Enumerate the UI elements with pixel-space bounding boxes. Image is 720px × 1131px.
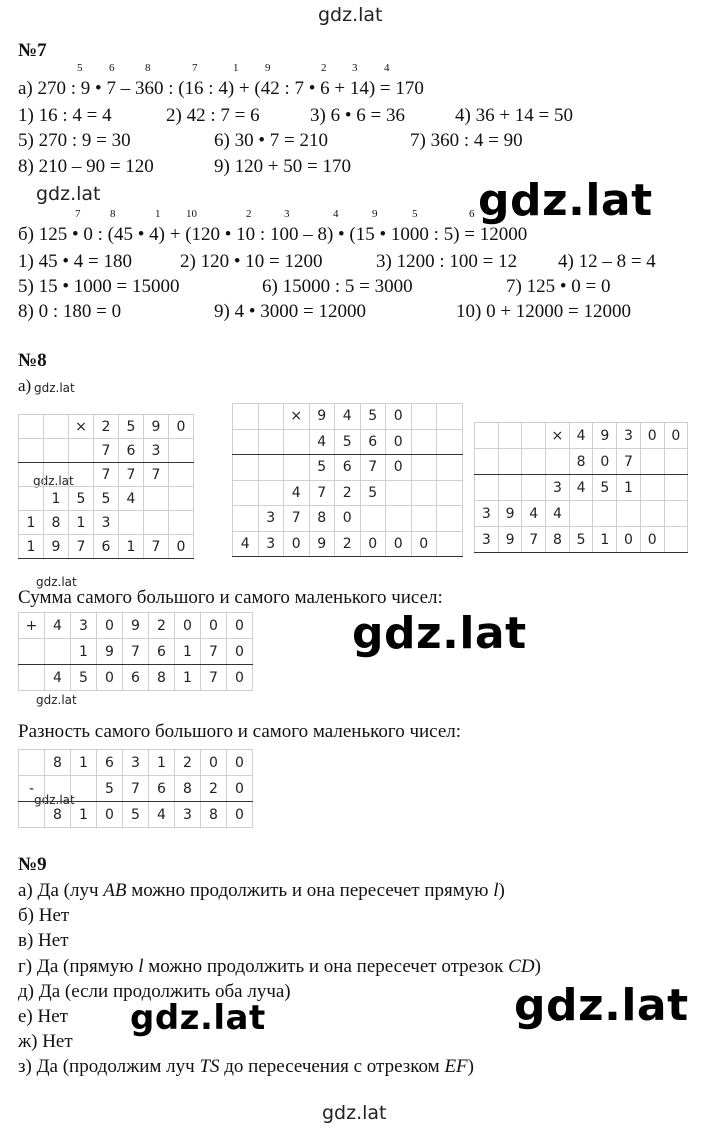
- grid-cell: 4: [309, 429, 335, 455]
- answer-text: можно продолжить и она пересечет прямую: [126, 880, 494, 901]
- grid-cell: [44, 463, 69, 487]
- grid-cell: [498, 475, 522, 501]
- sum-grid: [18, 612, 253, 691]
- grid-cell: 6: [360, 429, 386, 455]
- grid-cell: 7: [522, 527, 546, 553]
- grid-cell: 5: [335, 429, 361, 455]
- task7-title: №7: [18, 40, 47, 61]
- grid-cell: 0: [169, 415, 194, 439]
- task9-answer: [18, 880, 505, 902]
- grid-cell: 7: [617, 449, 641, 475]
- grid-cell: 7: [201, 639, 227, 665]
- grid-cell: 9: [498, 527, 522, 553]
- grid-cell: [71, 776, 97, 802]
- grid-cell: 1: [71, 639, 97, 665]
- grid-cell: 0: [175, 613, 201, 639]
- grid-cell: [664, 501, 688, 527]
- grid-cell: 9: [97, 639, 123, 665]
- grid-cell: [169, 439, 194, 463]
- order-digit: 6: [109, 62, 115, 74]
- grid-cell: [664, 449, 688, 475]
- grid-cell: 6: [335, 455, 361, 481]
- grid-cell: ×: [284, 404, 310, 430]
- order-digit: 1: [155, 208, 161, 220]
- grid-cell: [640, 475, 664, 501]
- grid-cell: 4: [45, 665, 71, 691]
- watermark-large-2: gdz.lat: [352, 608, 527, 659]
- order-digit: 3: [352, 62, 358, 74]
- grid-cell: 9: [123, 613, 149, 639]
- answer-text: з) Да (продолжим луч: [18, 1056, 200, 1078]
- grid-cell: 5: [360, 404, 386, 430]
- grid-cell: 7: [144, 463, 169, 487]
- grid-cell: 0: [386, 455, 412, 481]
- grid-cell: 2: [201, 776, 227, 802]
- grid-cell: 8: [149, 665, 175, 691]
- order-digit: 10: [186, 208, 197, 220]
- grid-cell: 5: [360, 480, 386, 506]
- order-digit: 4: [384, 62, 390, 74]
- multiplication-grid-2: [232, 403, 463, 557]
- grid-cell: 9: [309, 531, 335, 557]
- grid-cell: 3: [258, 531, 284, 557]
- sum-caption: Сумма самого большого и самого маленького чисел:: [18, 587, 443, 608]
- task7a-step: 4) 36 + 14 = 50: [455, 105, 574, 126]
- grid-cell: 3: [175, 802, 201, 828]
- task7a-expression: а) 270 : 9 • 7 – 360 : (16 : 4) + (42 : 7 • 6 + 14) = 170: [18, 78, 424, 99]
- order-digit: 8: [145, 62, 151, 74]
- grid-cell: [475, 475, 499, 501]
- grid-cell: [169, 463, 194, 487]
- grid-cell: 7: [360, 455, 386, 481]
- task7b-step: 10) 0 + 12000 = 12000: [456, 301, 632, 322]
- order-digit: 8: [110, 208, 116, 220]
- grid-cell: [411, 480, 437, 506]
- grid-cell: 0: [227, 750, 253, 776]
- grid-cell: 0: [640, 423, 664, 449]
- grid-cell: ×: [69, 415, 94, 439]
- grid-cell: 4: [569, 423, 593, 449]
- order-digit: 9: [265, 62, 271, 74]
- grid-cell: 0: [227, 776, 253, 802]
- grid-cell: [437, 506, 463, 532]
- grid-cell: [19, 463, 44, 487]
- grid-cell: 8: [44, 511, 69, 535]
- grid-cell: [233, 480, 259, 506]
- order-digit: 4: [333, 208, 339, 220]
- task9-answer: [18, 956, 541, 978]
- grid-cell: 0: [386, 429, 412, 455]
- watermark-large-3: gdz.lat: [514, 980, 689, 1031]
- grid-cell: [437, 455, 463, 481]
- grid-cell: 9: [593, 423, 617, 449]
- grid-cell: 0: [386, 531, 412, 557]
- answer-text: а) Да (луч: [18, 880, 104, 901]
- grid-cell: 0: [640, 527, 664, 553]
- math-symbol: CD: [508, 955, 535, 977]
- grid-cell: 1: [44, 487, 69, 511]
- watermark-tiny-3: gdz.lat: [36, 575, 77, 589]
- math-symbol: l: [493, 880, 499, 901]
- grid-cell: 8: [45, 802, 71, 828]
- grid-cell: 8: [201, 802, 227, 828]
- grid-cell: [284, 455, 310, 481]
- grid-cell: [69, 463, 94, 487]
- math-symbol: l: [138, 955, 144, 977]
- grid-cell: 9: [44, 535, 69, 559]
- task7b-step: 6) 15000 : 5 = 3000: [262, 276, 413, 297]
- task7a-step: 7) 360 : 4 = 90: [410, 130, 523, 151]
- grid-cell: 3: [617, 423, 641, 449]
- grid-cell: [19, 439, 44, 463]
- grid-cell: 8: [309, 506, 335, 532]
- grid-cell: 2: [175, 750, 201, 776]
- grid-cell: 0: [664, 423, 688, 449]
- grid-cell: [593, 501, 617, 527]
- grid-cell: [144, 511, 169, 535]
- order-digit: 2: [321, 62, 327, 74]
- grid-cell: 8: [569, 449, 593, 475]
- grid-cell: 7: [123, 639, 149, 665]
- grid-cell: 1: [175, 665, 201, 691]
- watermark-tiny-4: gdz.lat: [36, 693, 77, 707]
- grid-cell: 4: [119, 487, 144, 511]
- task9-title: №9: [18, 854, 47, 875]
- grid-cell: 0: [97, 802, 123, 828]
- grid-cell: 5: [309, 455, 335, 481]
- watermark-small-1: gdz.lat: [36, 183, 101, 205]
- answer-text: ж) Нет: [18, 1031, 73, 1053]
- grid-cell: 1: [19, 535, 44, 559]
- math-symbol: AB: [103, 880, 127, 901]
- grid-cell: [498, 423, 522, 449]
- multiplication-grid-3: [474, 422, 688, 553]
- grid-cell: [522, 475, 546, 501]
- grid-cell: 0: [227, 613, 253, 639]
- answer-text: ): [534, 955, 541, 977]
- grid-cell: [44, 439, 69, 463]
- grid-cell: 4: [546, 501, 570, 527]
- grid-cell: 0: [97, 613, 123, 639]
- grid-cell: 4: [149, 802, 175, 828]
- order-digit: 3: [284, 208, 290, 220]
- grid-cell: [169, 487, 194, 511]
- grid-cell: [386, 506, 412, 532]
- grid-cell: 6: [123, 665, 149, 691]
- watermark-tiny-5: gdz.lat: [34, 793, 75, 807]
- grid-cell: [386, 480, 412, 506]
- grid-cell: 7: [69, 535, 94, 559]
- grid-cell: [475, 423, 499, 449]
- grid-cell: 9: [309, 404, 335, 430]
- grid-cell: 3: [546, 475, 570, 501]
- order-digit: 5: [77, 62, 83, 74]
- task7a-step: 2) 42 : 7 = 6: [166, 105, 260, 126]
- grid-cell: [258, 404, 284, 430]
- grid-cell: [144, 487, 169, 511]
- grid-cell: [233, 506, 259, 532]
- grid-cell: 2: [149, 613, 175, 639]
- grid-cell: [546, 449, 570, 475]
- grid-cell: [437, 404, 463, 430]
- grid-cell: 7: [201, 665, 227, 691]
- answer-text: до пересечения с отрезком: [219, 1056, 445, 1078]
- grid-cell: +: [19, 613, 45, 639]
- grid-cell: [19, 639, 45, 665]
- watermark-large-4: gdz.lat: [130, 998, 266, 1038]
- grid-cell: [640, 501, 664, 527]
- grid-cell: [69, 439, 94, 463]
- grid-cell: [19, 415, 44, 439]
- task9-answer: [18, 1031, 73, 1053]
- grid-cell: 5: [119, 415, 144, 439]
- order-digit: 1: [233, 62, 239, 74]
- grid-cell: 1: [119, 535, 144, 559]
- grid-cell: 7: [94, 463, 119, 487]
- task9-answer: [18, 981, 291, 1003]
- grid-cell: 1: [149, 750, 175, 776]
- grid-cell: 8: [45, 750, 71, 776]
- answer-text: можно продолжить и она пересечет отрезок: [143, 955, 509, 977]
- task9-answer: [18, 905, 69, 927]
- grid-cell: 5: [97, 776, 123, 802]
- grid-cell: 2: [335, 531, 361, 557]
- grid-cell: [45, 639, 71, 665]
- order-digit: 9: [372, 208, 378, 220]
- grid-cell: 7: [144, 535, 169, 559]
- grid-cell: [169, 511, 194, 535]
- grid-cell: [119, 511, 144, 535]
- grid-cell: [617, 501, 641, 527]
- grid-cell: 1: [71, 802, 97, 828]
- grid-cell: 1: [71, 750, 97, 776]
- order-digit: 7: [192, 62, 198, 74]
- grid-cell: 6: [94, 535, 119, 559]
- grid-cell: 4: [522, 501, 546, 527]
- grid-cell: [411, 506, 437, 532]
- grid-cell: -: [19, 776, 45, 802]
- grid-cell: 1: [593, 527, 617, 553]
- grid-cell: [19, 665, 45, 691]
- task7b-step: 2) 120 • 10 = 1200: [180, 251, 323, 272]
- grid-cell: [258, 429, 284, 455]
- grid-cell: 1: [69, 511, 94, 535]
- grid-cell: 0: [227, 665, 253, 691]
- grid-cell: [258, 455, 284, 481]
- grid-cell: 5: [123, 802, 149, 828]
- grid-cell: [475, 449, 499, 475]
- task7a-step: 5) 270 : 9 = 30: [18, 130, 131, 151]
- task7b-step: 1) 45 • 4 = 180: [18, 251, 132, 272]
- watermark-tiny-2: gdz.lat: [33, 474, 74, 488]
- task7a-step: 1) 16 : 4 = 4: [18, 105, 112, 126]
- grid-cell: 9: [144, 415, 169, 439]
- answer-text: ): [498, 880, 505, 901]
- grid-cell: 0: [227, 802, 253, 828]
- task9-answer: [18, 1006, 68, 1028]
- grid-cell: [19, 487, 44, 511]
- grid-cell: 3: [123, 750, 149, 776]
- grid-cell: [233, 404, 259, 430]
- task7b-expression: б) 125 • 0 : (45 • 4) + (120 • 10 : 100 – 8) • (15 • 1000 : 5) = 12000: [18, 224, 528, 245]
- math-symbol: EF: [444, 1056, 468, 1078]
- grid-cell: 2: [335, 480, 361, 506]
- task7b-step: 7) 125 • 0 = 0: [506, 276, 611, 297]
- grid-cell: 5: [69, 487, 94, 511]
- order-digit: 6: [469, 208, 475, 220]
- grid-cell: [522, 423, 546, 449]
- grid-cell: [258, 480, 284, 506]
- grid-cell: 0: [411, 531, 437, 557]
- multiplication-grid-1: [18, 414, 194, 559]
- grid-cell: ×: [546, 423, 570, 449]
- grid-cell: [664, 475, 688, 501]
- grid-cell: 0: [201, 613, 227, 639]
- answer-text: д) Да (если продолжить оба луча): [18, 980, 291, 1002]
- grid-cell: 7: [119, 463, 144, 487]
- task7a-step: 3) 6 • 6 = 36: [310, 105, 405, 126]
- task7a-step: 8) 210 – 90 = 120: [18, 156, 154, 177]
- grid-cell: [411, 404, 437, 430]
- grid-cell: [45, 776, 71, 802]
- grid-cell: [522, 449, 546, 475]
- grid-cell: 0: [386, 404, 412, 430]
- grid-cell: 7: [284, 506, 310, 532]
- grid-cell: 5: [71, 665, 97, 691]
- grid-cell: 4: [569, 475, 593, 501]
- diff-grid: [18, 749, 253, 828]
- grid-cell: [640, 449, 664, 475]
- grid-cell: 5: [593, 475, 617, 501]
- grid-cell: [437, 531, 463, 557]
- watermark-tiny-1: gdz.lat: [34, 381, 75, 395]
- grid-cell: 4: [335, 404, 361, 430]
- grid-cell: 0: [201, 750, 227, 776]
- grid-cell: 7: [123, 776, 149, 802]
- task9-answer: [18, 1056, 474, 1078]
- order-digit: 7: [75, 208, 81, 220]
- grid-cell: [233, 429, 259, 455]
- task7b-step: 8) 0 : 180 = 0: [18, 301, 122, 322]
- grid-cell: 3: [475, 527, 499, 553]
- grid-cell: 0: [617, 527, 641, 553]
- answer-text: б) Нет: [18, 905, 70, 927]
- grid-cell: 5: [94, 487, 119, 511]
- grid-cell: 3: [94, 511, 119, 535]
- task7b-step: 9) 4 • 3000 = 12000: [214, 301, 366, 322]
- grid-cell: 6: [97, 750, 123, 776]
- task8-a-label: а): [18, 376, 32, 395]
- task7a-step: 6) 30 • 7 = 210: [214, 130, 328, 151]
- grid-cell: 0: [97, 665, 123, 691]
- grid-cell: 9: [498, 501, 522, 527]
- task7b-step: 3) 1200 : 100 = 12: [376, 251, 518, 272]
- grid-cell: 7: [309, 480, 335, 506]
- grid-cell: [284, 429, 310, 455]
- answer-text: г) Да (прямую: [18, 955, 139, 977]
- grid-cell: 3: [144, 439, 169, 463]
- grid-cell: [437, 480, 463, 506]
- grid-cell: 3: [71, 613, 97, 639]
- answer-text: е) Нет: [18, 1006, 68, 1027]
- watermark-bottom: gdz.lat: [322, 1102, 387, 1124]
- grid-cell: 4: [284, 480, 310, 506]
- grid-cell: [44, 415, 69, 439]
- grid-cell: 8: [546, 527, 570, 553]
- task8-title: №8: [18, 350, 47, 371]
- grid-cell: [233, 455, 259, 481]
- grid-cell: 1: [175, 639, 201, 665]
- grid-cell: 1: [19, 511, 44, 535]
- grid-cell: [19, 802, 45, 828]
- grid-cell: 0: [169, 535, 194, 559]
- order-digit: 2: [246, 208, 252, 220]
- grid-cell: 1: [617, 475, 641, 501]
- math-symbol: TS: [199, 1056, 220, 1078]
- grid-cell: 8: [175, 776, 201, 802]
- grid-cell: 3: [258, 506, 284, 532]
- task7b-step: 4) 12 – 8 = 4: [558, 251, 656, 272]
- answer-text: в) Нет: [18, 930, 69, 952]
- grid-cell: [498, 449, 522, 475]
- grid-cell: 0: [335, 506, 361, 532]
- grid-cell: 6: [149, 639, 175, 665]
- grid-cell: [437, 429, 463, 455]
- grid-cell: [569, 501, 593, 527]
- task7a-step: 9) 120 + 50 = 170: [214, 156, 352, 177]
- watermark-top: gdz.lat: [318, 4, 383, 26]
- grid-cell: 4: [45, 613, 71, 639]
- diff-caption: Разность самого большого и самого маленького чисел:: [18, 721, 462, 742]
- grid-cell: 3: [475, 501, 499, 527]
- grid-cell: 4: [233, 531, 259, 557]
- task9-answer: [18, 930, 69, 952]
- order-digit: 5: [412, 208, 418, 220]
- watermark-large-1: gdz.lat: [478, 175, 653, 226]
- grid-cell: [360, 506, 386, 532]
- grid-cell: [19, 750, 45, 776]
- grid-cell: 6: [149, 776, 175, 802]
- grid-cell: 6: [119, 439, 144, 463]
- grid-cell: [664, 527, 688, 553]
- grid-cell: 5: [569, 527, 593, 553]
- grid-cell: 0: [284, 531, 310, 557]
- grid-cell: 0: [227, 639, 253, 665]
- answer-text: ): [467, 1056, 474, 1078]
- task7b-step: 5) 15 • 1000 = 15000: [18, 276, 180, 297]
- grid-cell: 7: [94, 439, 119, 463]
- grid-cell: [411, 429, 437, 455]
- grid-cell: 2: [94, 415, 119, 439]
- grid-cell: 0: [360, 531, 386, 557]
- grid-cell: 0: [593, 449, 617, 475]
- grid-cell: [411, 455, 437, 481]
